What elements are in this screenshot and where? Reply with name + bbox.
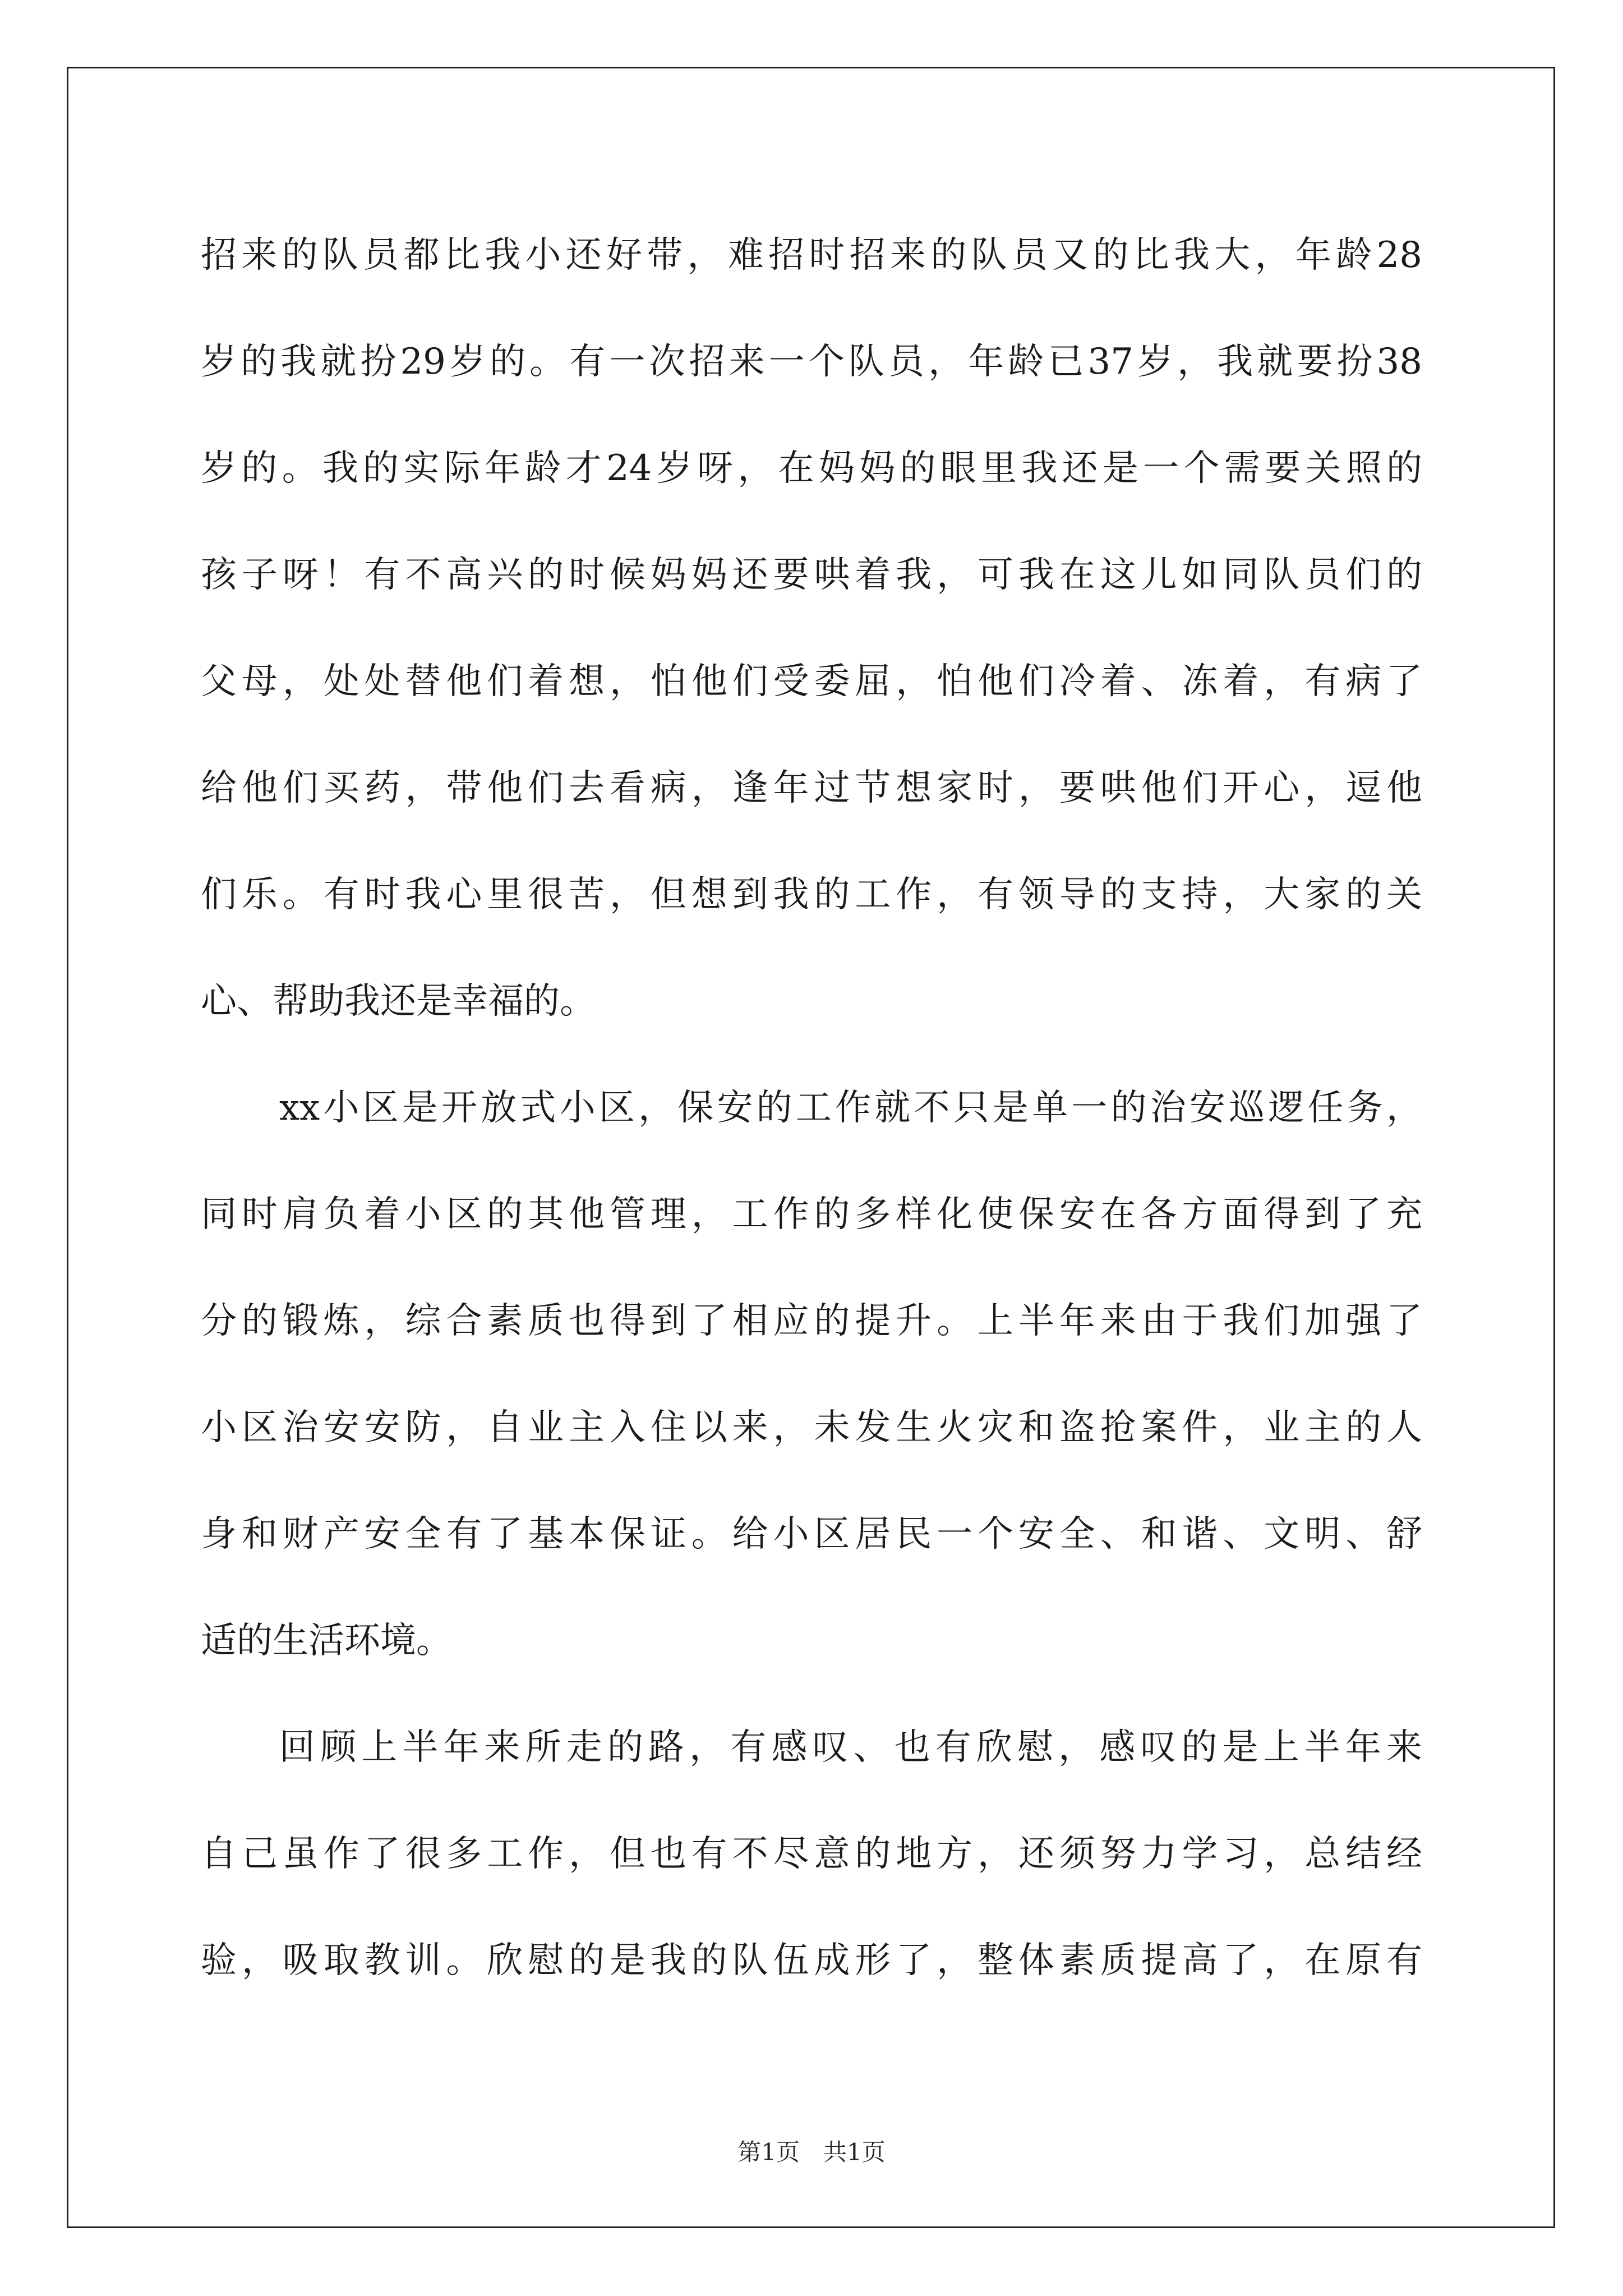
text-line: 岁的。我的实际年龄才24岁呀，在妈妈的眼里我还是一个需要关照的 <box>201 448 1422 489</box>
page-number-footer: 第1页 共1页 <box>737 2138 886 2166</box>
text-line: 自己虽作了很多工作，但也有不尽意的地方，还须努力学习，总结经 <box>201 1833 1422 1875</box>
text-line: 心、帮助我还是幸福的。 <box>201 981 596 1022</box>
text-line: 身和财产安全有了基本保证。给小区居民一个安全、和谐、文明、舒 <box>201 1513 1422 1555</box>
text-line: 招来的队员都比我小还好带，难招时招来的队员又的比我大，年龄28 <box>201 234 1422 276</box>
text-line: 小区治安安防，自业主入住以来，未发生火灾和盗抢案件，业主的人 <box>201 1407 1422 1448</box>
text-line: 父母，处处替他们着想，怕他们受委屈，怕他们冷着、冻着，有病了 <box>201 661 1422 702</box>
text-line: 回顾上半年来所走的路，有感叹、也有欣慰，感叹的是上半年来 <box>279 1727 1422 1768</box>
text-line: 给他们买药，带他们去看病，逢年过节想家时，要哄他们开心，逗他 <box>201 767 1422 809</box>
document-body <box>201 202 1422 2014</box>
text-line: xx小区是开放式小区，保安的工作就不只是单一的治安巡逻任务， <box>279 1087 1422 1129</box>
text-line: 分的锻炼，综合素质也得到了相应的提升。上半年来由于我们加强了 <box>201 1300 1422 1342</box>
paragraph-3 <box>201 1694 1422 2014</box>
text-line: 适的生活环境。 <box>201 1620 452 1662</box>
text-line: 岁的我就扮29岁的。有一次招来一个队员，年龄已37岁，我就要扮38 <box>201 341 1422 383</box>
text-line: 孩子呀！有不高兴的时候妈妈还要哄着我，可我在这儿如同队员们的 <box>201 554 1422 596</box>
text-line: 同时肩负着小区的其他管理，工作的多样化使保安在各方面得到了充 <box>201 1194 1422 1235</box>
paragraph-2 <box>201 1055 1422 1694</box>
paragraph-1 <box>201 202 1422 1055</box>
text-line: 们乐。有时我心里很苦，但想到我的工作，有领导的支持，大家的关 <box>201 874 1422 915</box>
text-line: 验，吸取教训。欣慰的是我的队伍成形了，整体素质提高了，在原有 <box>201 1940 1422 1981</box>
